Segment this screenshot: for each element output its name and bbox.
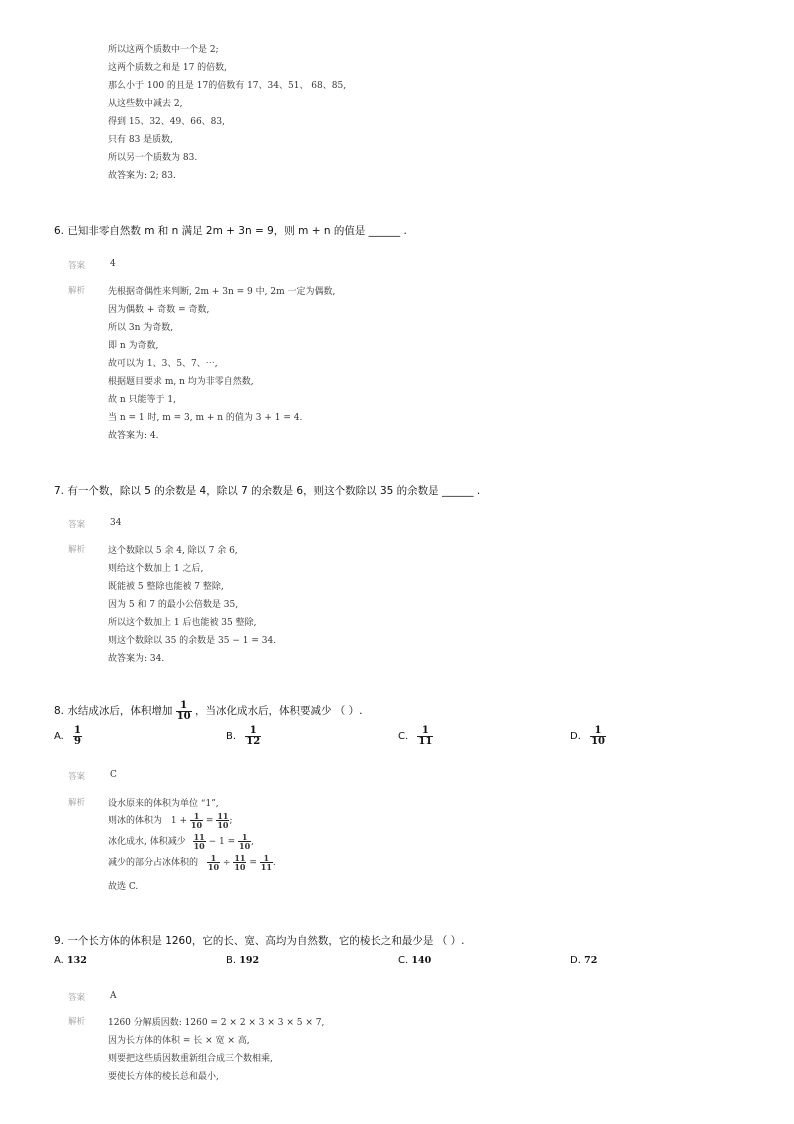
solution-line: 得到 15、32、49、66、83, bbox=[108, 117, 225, 127]
solution-line: 故答案为: 34. bbox=[108, 654, 165, 664]
option-a[interactable]: A. 132 bbox=[54, 955, 87, 966]
option-d[interactable]: D. $\frac{1}{10}$ bbox=[570, 725, 605, 747]
solution-line: 所以另一个质数为 83. bbox=[108, 153, 198, 163]
analysis-label: 解析 bbox=[68, 798, 86, 808]
analysis-label: 解析 bbox=[68, 545, 86, 555]
option-b[interactable]: B. 192 bbox=[226, 955, 260, 966]
solution-line: 则给这个数加上 1 之后, bbox=[108, 564, 204, 574]
solution-line: 冰化成水, 体积减少 $\frac{11}{10}$ − 1 = $\frac{1}{10}$ , bbox=[108, 832, 255, 851]
solution-line: 则冰的体积为 1 + $\frac{1}{10}$ = $\frac{11}{10}$ ; bbox=[108, 811, 233, 830]
answer-label: 答案 bbox=[68, 520, 86, 530]
solution-line: 所以这两个质数中一个是 2; bbox=[108, 45, 219, 55]
solution-line: 设水原来的体积为单位 “1”, bbox=[108, 799, 219, 809]
solution-line: 这两个质数之和是 17 的倍数, bbox=[108, 63, 228, 73]
solution-line: 所以这个数加上 1 后也能被 35 整除, bbox=[108, 618, 257, 628]
fraction: $\frac{1}{10}$ bbox=[176, 699, 191, 722]
solution-line: 只有 83 是质数, bbox=[108, 135, 174, 145]
answer-label: 答案 bbox=[68, 993, 86, 1003]
solution-line: 因为 5 和 7 的最小公倍数是 35, bbox=[108, 600, 239, 610]
answer-value: 4 bbox=[110, 259, 116, 269]
solution-line: 则要把这些质因数重新组合成三个数相乘, bbox=[108, 1054, 273, 1064]
analysis-label: 解析 bbox=[68, 1017, 86, 1027]
solution-line: 故答案为: 4. bbox=[108, 431, 159, 441]
solution-line: 所以 3n 为奇数, bbox=[108, 323, 174, 333]
solution-line: 故选 C. bbox=[108, 882, 139, 892]
solution-line: 即 n 为奇数, bbox=[108, 341, 159, 351]
solution-line: 从这些数中减去 2, bbox=[108, 99, 183, 109]
solution-line: 这个数除以 5 余 4, 除以 7 余 6, bbox=[108, 546, 238, 556]
answer-value: A bbox=[110, 991, 117, 1001]
option-a[interactable]: A. $\frac{1}{9}$ bbox=[54, 725, 81, 747]
question-text: 9. 一个长方体的体积是 1260，它的长、宽、高均为自然数，它的棱长之和最少是 （ ）. bbox=[54, 935, 465, 947]
solution-line: 减少的部分占冰体积的 $\frac{1}{10}$ ÷ $\frac{11}{10}$ = $\frac{1}{11}$ . bbox=[108, 853, 276, 872]
answer-label: 答案 bbox=[68, 772, 86, 782]
analysis-label: 解析 bbox=[68, 286, 86, 296]
solution-line: 因为长方体的体积 = 长 × 宽 × 高, bbox=[108, 1036, 250, 1046]
answer-label: 答案 bbox=[68, 261, 86, 271]
solution-line: 1260 分解质因数: 1260 = 2 × 2 × 3 × 3 × 5 × 7, bbox=[108, 1018, 325, 1028]
option-d[interactable]: D. 72 bbox=[570, 955, 598, 966]
solution-line: 既能被 5 整除也能被 7 整除, bbox=[108, 582, 224, 592]
solution-line: 故答案为: 2; 83. bbox=[108, 171, 176, 181]
question-text: 6. 已知非零自然数 m 和 n 满足 2m + 3n = 9，则 m + n 的值是 ______ . bbox=[54, 225, 407, 237]
solution-line: 故可以为 1、3、5、7、⋯, bbox=[108, 359, 218, 369]
question-text: 8. 水结成冰后，体积增加 $\frac{1}{10}$ ，当冰化成水后，体积要减少 （ ）. bbox=[54, 699, 363, 722]
answer-value: 34 bbox=[110, 518, 122, 528]
solution-line: 故 n 只能等于 1, bbox=[108, 395, 176, 405]
solution-line: 因为偶数 + 奇数 = 奇数, bbox=[108, 305, 210, 315]
solution-line: 要使长方体的棱长总和最小, bbox=[108, 1072, 219, 1082]
option-b[interactable]: B. $\frac{1}{12}$ bbox=[226, 725, 261, 747]
question-text: 7. 有一个数，除以 5 的余数是 4，除以 7 的余数是 6，则这个数除以 35 的余数是 ______ . bbox=[54, 485, 481, 497]
answer-value: C bbox=[110, 770, 117, 780]
option-c[interactable]: C. $\frac{1}{11}$ bbox=[398, 725, 433, 747]
solution-line: 当 n = 1 时, m = 3, m + n 的值为 3 + 1 = 4. bbox=[108, 413, 303, 423]
option-c[interactable]: C. 140 bbox=[398, 955, 432, 966]
solution-line: 先根据奇偶性来判断, 2m + 3n = 9 中, 2m 一定为偶数, bbox=[108, 287, 336, 297]
solution-line: 根据题目要求 m, n 均为非零自然数, bbox=[108, 377, 254, 387]
solution-line: 那么小于 100 的且是 17的倍数有 17、34、51、 68、85, bbox=[108, 81, 347, 91]
solution-line: 则这个数除以 35 的余数是 35 − 1 = 34. bbox=[108, 636, 277, 646]
